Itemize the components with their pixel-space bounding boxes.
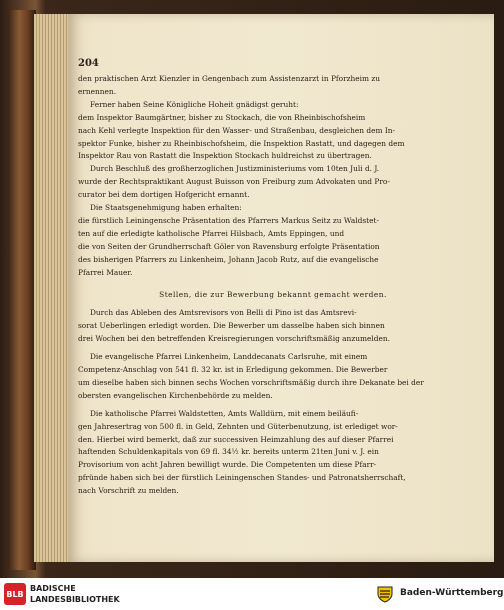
page-edges	[34, 14, 70, 562]
paragraph-state-approval	[78, 202, 468, 279]
text-line: nach Kehl verlegte Inspektion für den Wasser- und Straßenbau, desgleichen dem In-	[78, 125, 396, 135]
text-line: spektor Funke, bisher zu Rheinbischofsheim, die Inspektion Rastatt, und dagegen dem	[78, 138, 405, 148]
paragraph-amtsrevisorat	[78, 307, 468, 346]
text-line: nach Vorschrift zu melden.	[78, 486, 179, 496]
text-line: die fürstlich Leiningensche Präsentation des Pfarrers Markus Seitz zu Waldstet-	[78, 215, 379, 225]
text-line: Durch Beschluß des großherzoglichen Justizministeriums vom 10ten Juli d. J.	[90, 164, 380, 174]
text-line: den praktischen Arzt Kienzler in Gengenbach zum Assistenzarzt in Pforzheim zu	[78, 74, 381, 83]
text-line: des bisherigen Pfarrers zu Linkenheim, Johann Jacob Rutz, auf die evangelische	[78, 254, 379, 264]
text-line: Inspektor Rau von Rastatt die Inspektion Stockach huldreichst zu übertragen.	[78, 151, 372, 161]
text-line: curator bei dem dortigen Hofgericht ernannt.	[78, 190, 250, 200]
text-line: ernennen.	[78, 86, 117, 96]
text-line: um dieselbe haben sich binnen sechs Wochen vorschriftsmäßig durch ihre Dekanate bei der	[78, 377, 424, 387]
section-heading: Stellen, die zur Bewerbung bekannt gemacht werden.	[159, 289, 387, 299]
text-line: Die katholische Pfarrei Waldstetten, Amts Walldürn, mit einem beiläufi-	[90, 408, 359, 418]
text-line: Ferner haben Seine Königliche Hoheit gnädigst geruht:	[90, 99, 299, 109]
text-line: Provisorium von acht Jahren bewilligt wurde. Die Competenten um diese Pfarr-	[78, 460, 377, 470]
text-line: dem Inspektor Baumgärtner, bisher zu Stockach, die von Rheinbischofsheim	[78, 112, 366, 122]
paragraph-appointment-intro	[78, 73, 468, 99]
text-line: drei Wochen bei den betreffenden Kreisregierungen vorschriftsmäßig anzumelden.	[78, 334, 390, 344]
paragraph-inspectors	[78, 99, 468, 164]
text-line: wurde der Rechtspraktikant August Buisson von Freiburg zum Advokaten und Pro-	[78, 177, 390, 187]
text-line: den. Hierbei wird bemerkt, daß zur successiven Heimzahlung des auf dieser Pfarrei	[78, 434, 394, 444]
paragraph-justice-ministry	[78, 163, 468, 202]
text-line: obersten evangelischen Kirchenbehörde zu melden.	[78, 390, 273, 400]
text-line: Die Staatsgenehmigung haben erhalten:	[90, 203, 242, 213]
text-line: Durch das Ableben des Amtsrevisors von Belli di Pino ist das Amtsrevi-	[90, 308, 357, 318]
library-name[interactable]	[30, 583, 120, 605]
text-line: sorat Ueberlingen erledigt worden. Die Bewerber um dasselbe haben sich binnen	[78, 321, 385, 331]
blb-logo[interactable]: BLB	[4, 583, 26, 605]
library-name-line1: BADISCHE	[30, 584, 76, 593]
paragraph-pfarrei-waldstetten	[78, 408, 468, 498]
baden-wuerttemberg-crest-icon	[376, 585, 394, 603]
text-line: Pfarrei Mauer.	[78, 267, 133, 277]
footer-bar	[0, 578, 504, 610]
text-line: pfründe haben sich bei der fürstlich Leiningenschen Standes- und Patronatsherrschaft,	[78, 473, 406, 483]
library-name-line2: LANDESBIBLIOTHEK	[30, 595, 120, 604]
page-text	[78, 73, 468, 498]
page-number: 204	[78, 58, 99, 69]
book-spine	[8, 10, 36, 570]
text-line: die von Seiten der Grundherrschaft Göler von Ravensburg erfolgte Präsentation	[78, 241, 380, 251]
text-line: ten auf die erledigte katholische Pfarrei Hilsbach, Amts Eppingen, und	[78, 228, 345, 238]
state-name[interactable]: Baden-Württemberg	[400, 588, 504, 598]
text-line: Competenz-Anschlag von 541 fl. 32 kr. ist in Erledigung gekommen. Die Bewerber	[78, 365, 388, 375]
text-line: haftenden Schuldenkapitals von 69 fl. 34½ kr. bereits unterm 21ten Juni v. J. ein	[78, 447, 379, 457]
text-line: gen Jahresertrag von 500 fl. in Geld, Zehnten und Güterbenutzung, ist erlediget wor-	[78, 421, 398, 431]
text-line: Die evangelische Pfarrei Linkenheim, Landdecanats Carlsruhe, mit einem	[90, 352, 368, 362]
paragraph-pfarrei-linkenheim	[78, 351, 468, 403]
